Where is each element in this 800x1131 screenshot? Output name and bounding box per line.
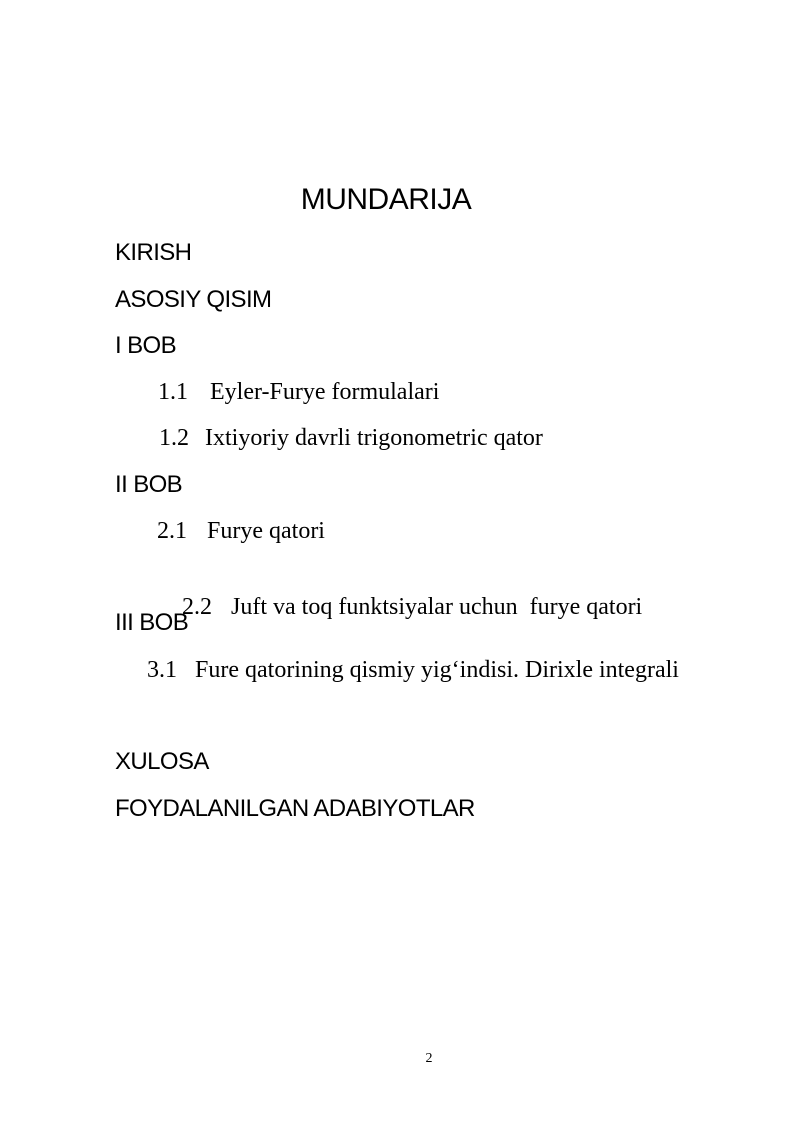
toc-section-1-2 bbox=[159, 423, 543, 453]
toc-section-2-1 bbox=[157, 516, 325, 546]
section-title: Eyler-Furye formulalari bbox=[210, 379, 440, 405]
section-title: Furye qatori bbox=[207, 518, 325, 544]
toc-section-2-2 bbox=[158, 562, 642, 652]
toc-section-3-1 bbox=[147, 655, 679, 685]
toc-entry-bob-2: II BOB bbox=[115, 471, 183, 498]
section-number: 1.1 bbox=[158, 379, 188, 405]
toc-entry-asosiy-qisim: ASOSIY QISIM bbox=[115, 286, 272, 313]
section-number: 2.2 bbox=[182, 594, 212, 620]
toc-entry-bob-3: III BOB bbox=[115, 609, 189, 636]
toc-section-1-1 bbox=[158, 377, 439, 407]
toc-entry-adabiyotlar: FOYDALANILGAN ADABIYOTLAR bbox=[115, 795, 475, 822]
section-number: 1.2 bbox=[159, 425, 189, 451]
page-number: 2 bbox=[425, 1051, 433, 1066]
section-title: Juft va toq funktsiyalar uchun furye qatori bbox=[231, 594, 643, 620]
page-title: MUNDARIJA bbox=[300, 183, 472, 216]
toc-entry-bob-1: I BOB bbox=[115, 332, 177, 359]
section-title: Ixtiyoriy davrli trigonometric qator bbox=[205, 425, 543, 451]
section-number: 2.1 bbox=[157, 518, 187, 544]
toc-entry-kirish: KIRISH bbox=[115, 239, 192, 266]
section-title: Fure qatorining qismiy yig‘indisi. Dirixle integrali bbox=[195, 657, 679, 683]
toc-entry-xulosa: XULOSA bbox=[115, 748, 209, 775]
section-number: 3.1 bbox=[147, 657, 177, 683]
